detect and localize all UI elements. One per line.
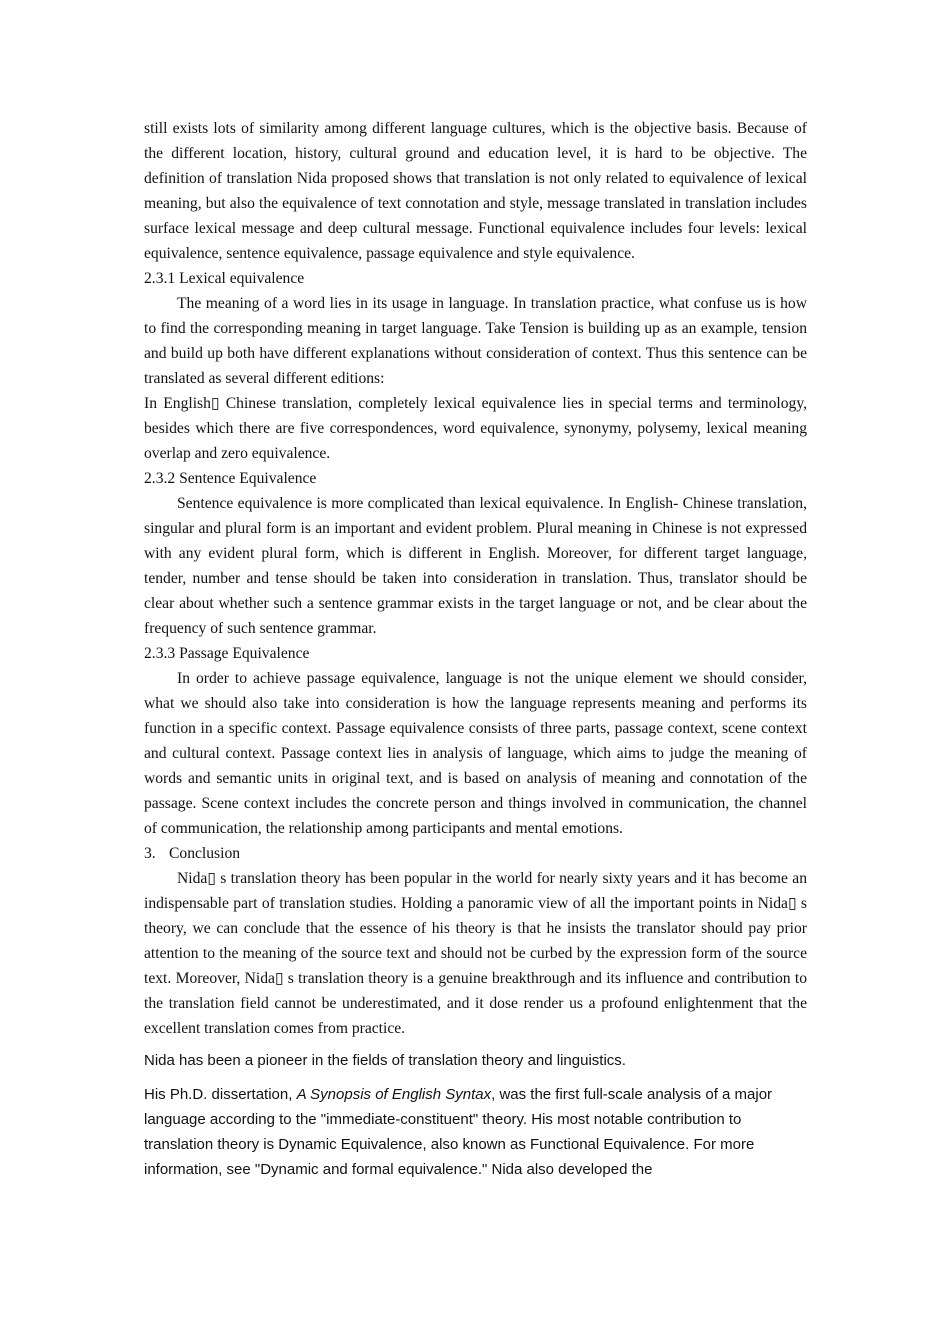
appendix-line2-pre: His Ph.D. dissertation, — [144, 1086, 297, 1103]
lexical-paragraph-1: The meaning of a word lies in its usage in language. In translation practice, what confuse us is how to find the corresponding meaning in target language. Take Tension is building up as an example, tension and build up both have different explanations without consideration of context. Thus this sentence can be translated as several different editions: — [144, 295, 807, 387]
sentence-paragraph: Sentence equivalence is more complicated than lexical equivalence. In English- Chinese translation, singular and plural form is an important and evident problem. Plural meaning in Chinese is not expressed with any evident plural form, which is different in English. Moreover, for different target language, tender, number and tense should be taken into consideration in translation. Thus, translator should be clear about whether such a sentence grammar exists in the target language or not, and be clear about the frequency of such sentence grammar. — [144, 495, 807, 637]
section-heading-passage: 2.3.3 Passage Equivalence — [144, 645, 310, 662]
appendix-line2-post: , was the first full-scale analysis of a major language according to the "immediate-constituent" theory. His most notable contribution to translation theory is Dynamic Equivalence, also known as Functional Equivalence. For more information, see "Dynamic and formal equivalence." Nida also developed the — [144, 1086, 773, 1178]
lexical-paragraph-2: In English▯ Chinese translation, completely lexical equivalence lies in special terms and terminology, besides which there are five correspondences, word equivalence, synonymy, polysemy, lexical meaning overlap and zero equivalence. — [144, 395, 807, 462]
document-page — [144, 116, 807, 1182]
conclusion-title: Conclusion — [169, 845, 241, 862]
appendix-line-1: Nida has been a pioneer in the fields of translation theory and linguistics. — [144, 1052, 626, 1069]
section-heading-lexical: 2.3.1 Lexical equivalence — [144, 270, 305, 287]
intro-paragraph: still exists lots of similarity among different language cultures, which is the objective basis. Because of the different location, history, cultural ground and education level, it is hard to be objective. The definition of translation Nida proposed shows that translation is not only related to equivalence of lexical meaning, but also the equivalence of text connotation and style, message translated in translation includes surface lexical message and deep cultural message. Functional equivalence includes four levels: lexical equivalence, sentence equivalence, passage equivalence and style equivalence. — [144, 120, 807, 262]
conclusion-number: 3. — [144, 845, 156, 862]
dissertation-title: A Synopsis of English Syntax — [296, 1086, 492, 1103]
passage-paragraph: In order to achieve passage equivalence, language is not the unique element we should consider, what we should also take into consideration is how the language represents meaning and performs its function in a specific context. Passage equivalence consists of three parts, passage context, scene context and cultural context. Passage context lies in analysis of language, which aims to judge the meaning of words and semantic units in original text, and is based on analysis of meaning and connotation of the passage. Scene context includes the concrete person and things involved in communication, the channel of communication, the relationship among participants and mental emotions. — [144, 670, 807, 837]
appendix-paragraph-2 — [144, 1082, 807, 1182]
conclusion-paragraph: Nida▯ s translation theory has been popular in the world for nearly sixty years and it has become an indispensable part of translation studies. Holding a panoramic view of all the important points in Nida▯ s theory, we can conclude that the essence of his theory is that he insists the translator should pay prior attention to the meaning of the source text and should not be curbed by the expression form of the source text. Moreover, Nida▯ s translation theory is a genuine breakthrough and its influence and contribution to the translation field cannot be underestimated, and it dose render us a profound enlightenment that the excellent translation comes from practice. — [144, 870, 807, 1037]
section-heading-conclusion — [144, 841, 807, 866]
section-heading-sentence: 2.3.2 Sentence Equivalence — [144, 470, 317, 487]
